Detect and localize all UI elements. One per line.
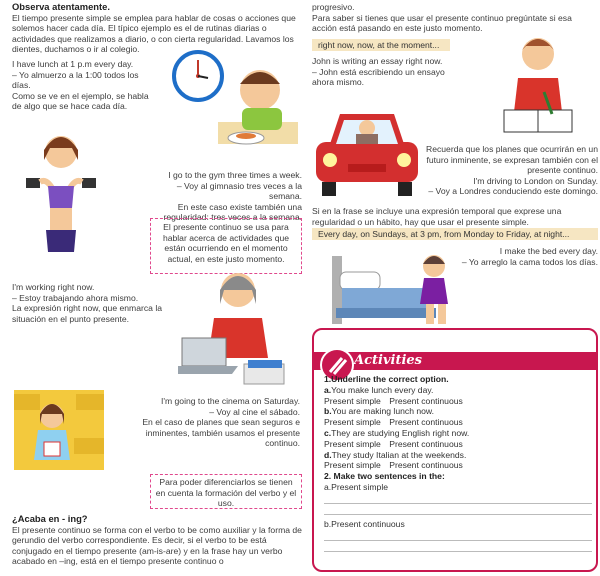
ing-section — [12, 514, 302, 567]
gym-en: I go to the gym three times a week. — [168, 170, 302, 180]
bed-es: – Yo arreglo la cama todos los días. — [461, 256, 598, 267]
box1-text: El presente continuo se usa para hablar acerca de actividades que están ocurriendo en el momento actual, en este justo momento. — [162, 222, 290, 264]
question-2: 2. Make two sentences in the: — [324, 471, 445, 482]
cinema-note: En el caso de planes que sean seguros e inminentes, también usamos el presente continuo. — [142, 417, 300, 449]
option-present-simple[interactable]: Present simple — [324, 438, 381, 449]
work-note: La expresión right now, que enmarca la situación en el punto presente. — [12, 303, 163, 324]
intro-text: El tiempo presente simple se emplea para hablar de cosas o acciones que solemos hacer cada día. El típico ejemplo es el de rutinas diarias o actividades que realizamos a diario, o con cierta regularidad. Lavamos los dientes, duchamos o ir al colegio. — [12, 12, 296, 55]
work-es: – Estoy trabajando ahora mismo. — [12, 292, 139, 303]
option-present-continuous[interactable]: Present continuous — [389, 395, 463, 406]
lunch-es: – Yo almuerzo a la 1:00 todos los días. — [12, 69, 139, 91]
bed-example — [460, 246, 598, 267]
ing-text: El presente continuo se forma con el verbo to be como auxiliar y la forma de gerundio del verbo correspondiente. Es decir, si el verbo to be está conjugado en el tiempo presente (am-is-are) y en la frase hay un verbo acabado en –ing, está en el tiempo presente continuo o — [12, 524, 302, 567]
item-c: c.They are studying English right now. — [324, 427, 470, 438]
essay-es: – John está escribiendo un ensayo ahora mismo. — [312, 66, 445, 88]
option-present-continuous[interactable]: Present continuous — [389, 417, 463, 428]
continuous-note-box — [150, 218, 302, 274]
cinema-en: I'm going to the cinema on Saturday. — [160, 396, 300, 406]
option-present-simple[interactable]: Present simple — [324, 395, 381, 406]
cinema-es: – Voy al cine el sábado. — [209, 406, 300, 417]
answer-line[interactable] — [324, 530, 592, 541]
bed-boy-illustration — [332, 248, 458, 328]
item-d-options — [324, 460, 592, 471]
option-present-continuous[interactable]: Present continuous — [389, 460, 463, 471]
car-driver-illustration — [312, 108, 422, 198]
gym-example — [160, 170, 302, 223]
time-expressions-highlight-1: right now, now, at the moment... — [312, 39, 450, 51]
time-expressions-highlight-2: Every day, on Sundays, at 3 pm, from Monday to Friday, at night... — [312, 228, 598, 240]
activities-box — [312, 328, 598, 572]
laptop-woman-illustration — [178, 268, 290, 396]
london-es: – Voy a Londres conduciendo este domingo. — [428, 186, 598, 197]
gym-es: – Voy al gimnasio tres veces a la semana. — [176, 180, 302, 202]
right-question: Para saber si tienes que usar el presente continuo pregúntate si esa acción está pasando en este justo momento. — [312, 12, 572, 34]
essay-en: John is writing an essay right now. — [312, 56, 443, 66]
bed-en: I make the bed every day. — [499, 246, 598, 256]
option-present-simple[interactable]: Present simple — [324, 460, 381, 471]
lunch-example — [12, 59, 152, 112]
lunch-en: I have lunch at 1 p.m every day. — [12, 59, 134, 69]
answer-line[interactable] — [324, 541, 592, 552]
right-intro — [312, 2, 598, 34]
box2-text: Para poder diferenciarlos se tienen en cuenta la formación del verbo y el uso. — [155, 477, 297, 509]
label-present-simple: a.Present simple — [324, 481, 389, 492]
item-b: b.You are making lunch now. — [324, 406, 435, 417]
right-cont: progresivo. — [312, 2, 355, 12]
activities-title: Activities — [354, 353, 422, 368]
difference-note-box — [150, 474, 302, 509]
intro-block — [12, 2, 302, 55]
option-present-continuous[interactable]: Present continuous — [389, 438, 463, 449]
question-1: 1.Underline the correct option. — [324, 374, 449, 384]
habit-text: Si en la frase se incluye una expresión temporal que exprese una regularidad o un hábito, hay que usar el presente simple. — [312, 206, 562, 227]
label-present-continuous: b.Present continuous — [324, 518, 405, 529]
gym-woman-illustration — [22, 130, 100, 252]
item-b-options — [324, 417, 592, 428]
activities-header — [314, 352, 596, 370]
plans-block — [422, 144, 598, 197]
essay-example — [312, 56, 462, 88]
work-example — [12, 282, 182, 324]
ing-heading: ¿Acaba en - ing? — [12, 513, 88, 524]
item-a: a.You make lunch every day. — [324, 384, 434, 395]
answer-line[interactable] — [324, 504, 592, 515]
answer-line[interactable] — [324, 493, 592, 504]
habit-block — [312, 206, 598, 227]
clock-boy-illustration — [168, 50, 302, 152]
london-en: I'm driving to London on Sunday. — [473, 175, 598, 186]
writing-boy-illustration — [500, 32, 576, 136]
gym-note: En este caso existe también una regularidad: tres veces a la semana. — [163, 201, 302, 223]
item-c-options — [324, 439, 592, 450]
cinema-girl-illustration — [14, 390, 104, 470]
plans-text: Recuerda que los planes que ocurrirán en un futuro inminente, se expresan también con el presente continuo. — [426, 144, 598, 176]
activities-body — [324, 374, 592, 552]
lunch-note: Como se ve en el ejemplo, se habla de algo que se hace cada día. — [12, 90, 149, 112]
option-present-simple[interactable]: Present simple — [324, 417, 381, 428]
cinema-example — [140, 396, 300, 449]
heading: Observa atentamente. — [12, 1, 110, 12]
work-en: I'm working right now. — [12, 282, 95, 292]
item-d: d.They study Italian at the weekends. — [324, 449, 467, 460]
item-a-options — [324, 396, 592, 407]
